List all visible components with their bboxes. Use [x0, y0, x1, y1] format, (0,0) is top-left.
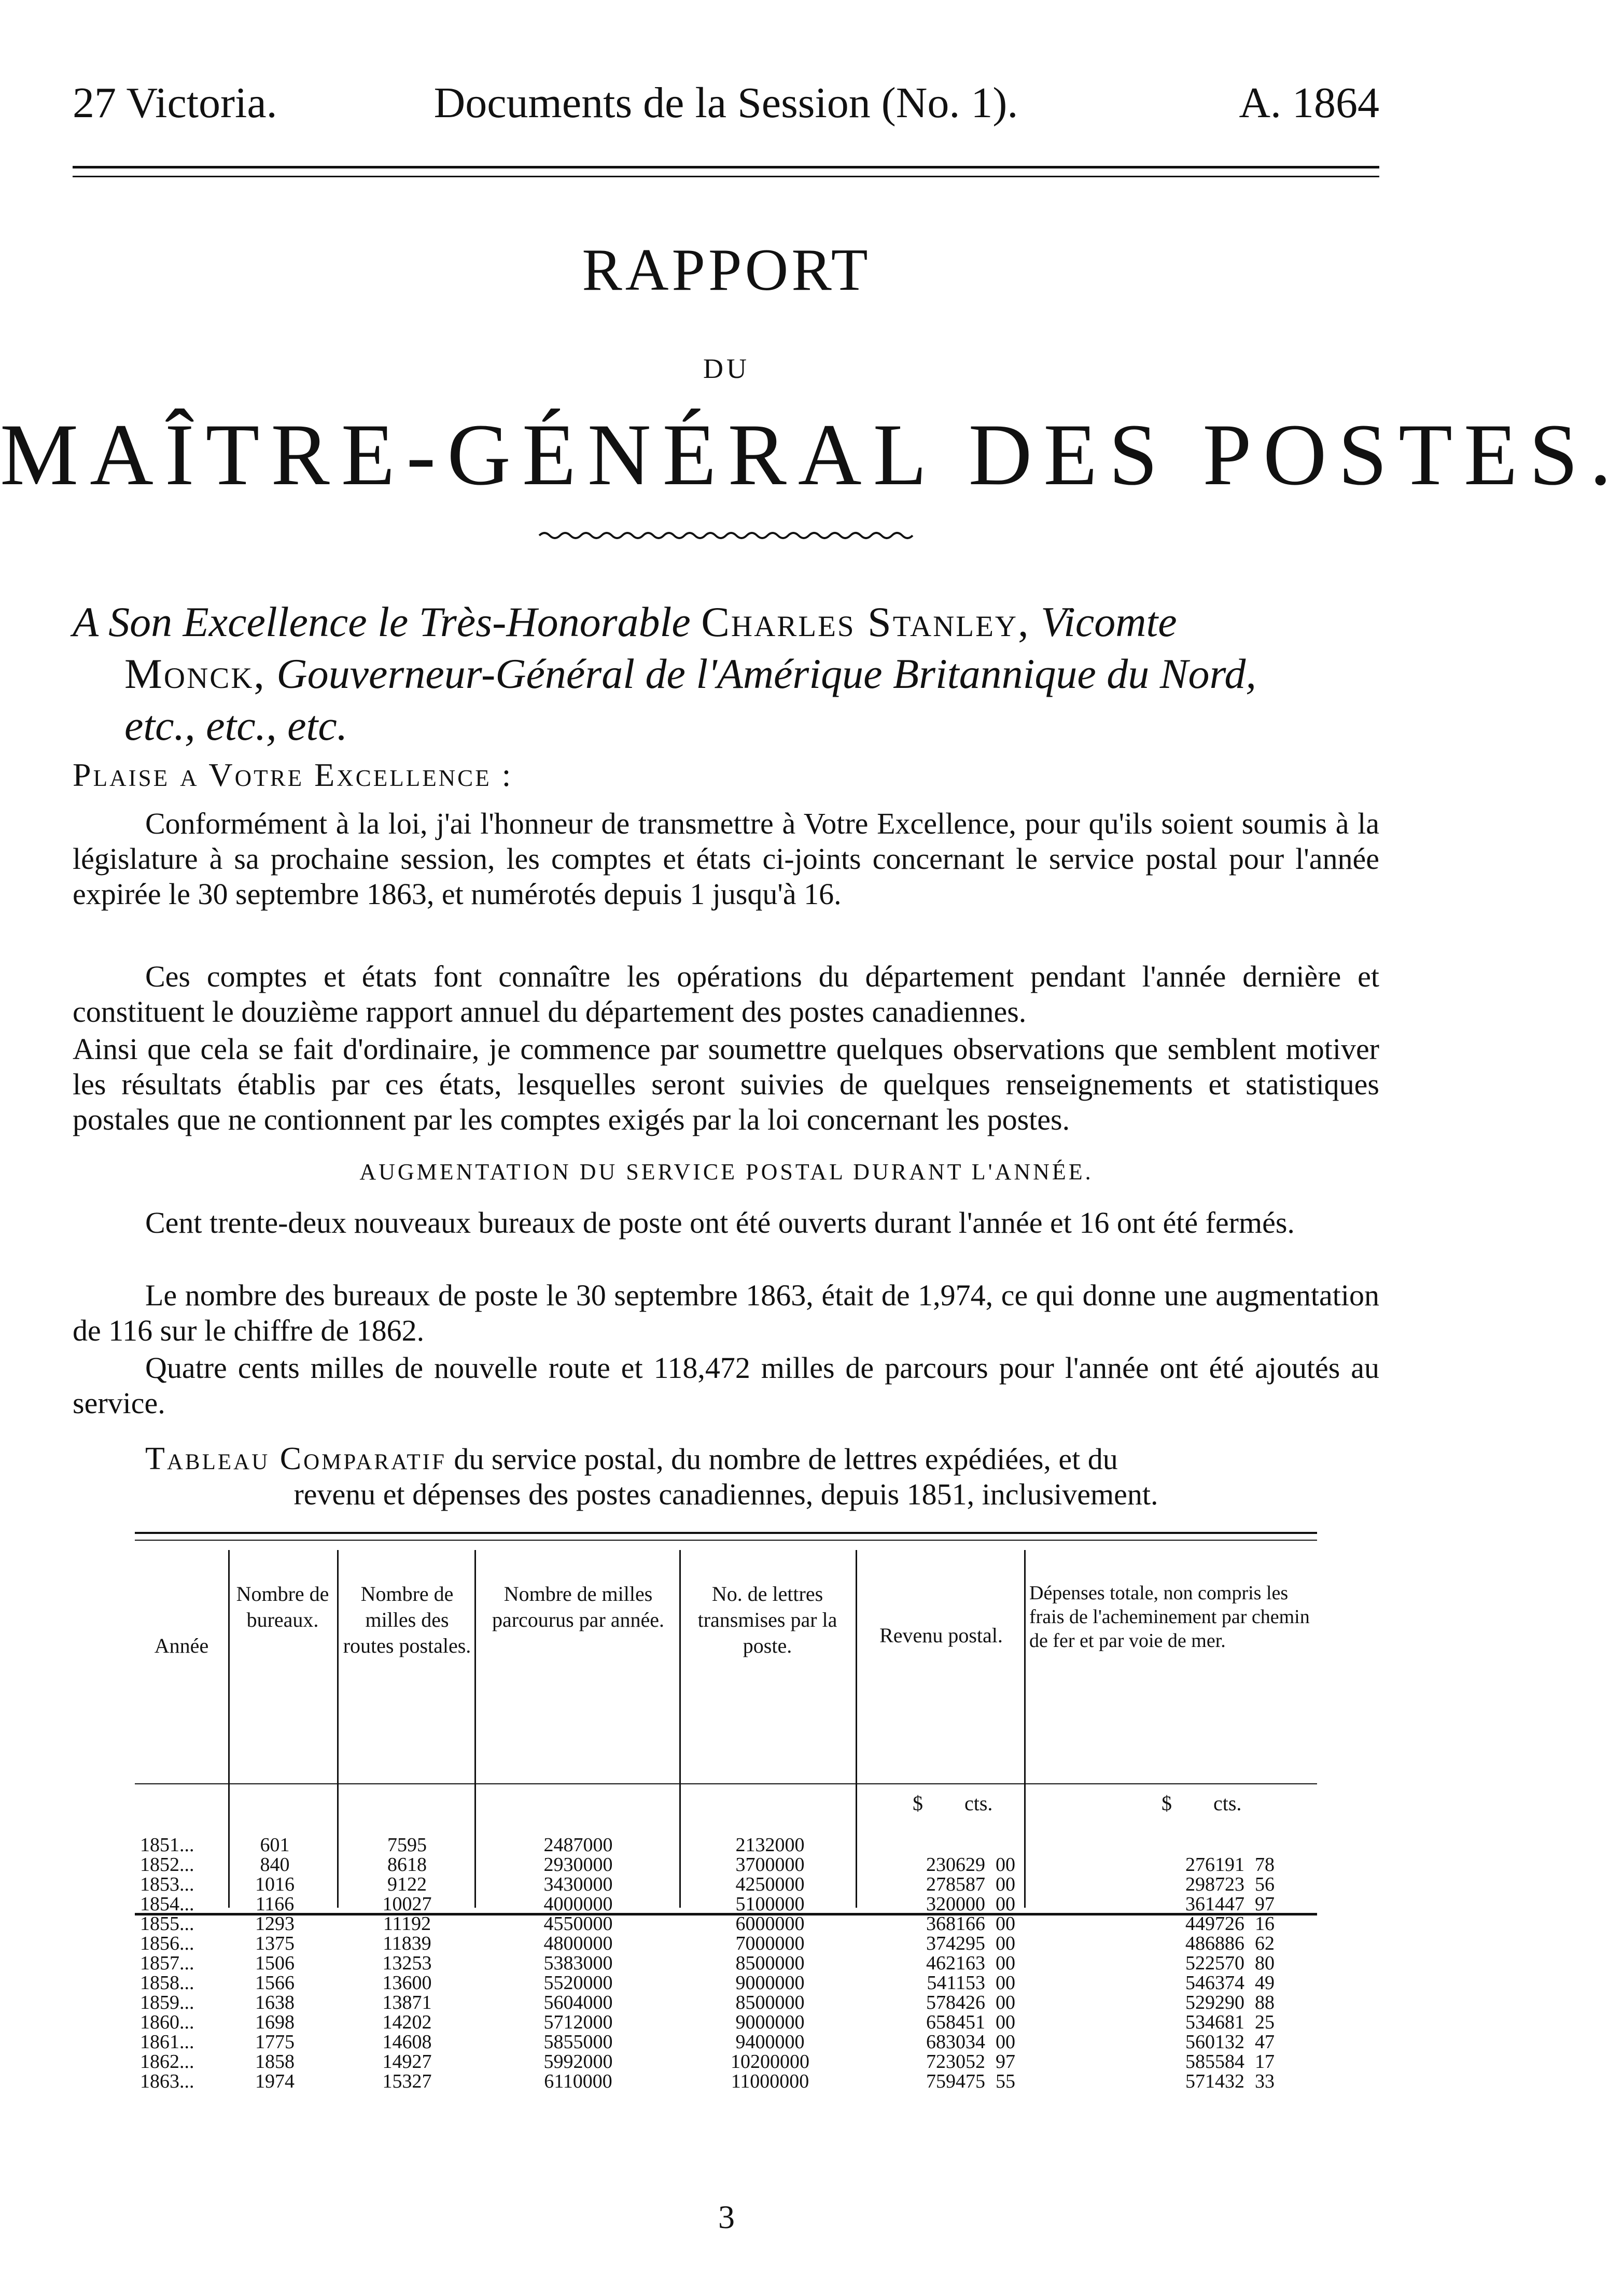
bureaux-cell: 1775: [255, 2031, 295, 2053]
milles-cell: 14608: [382, 2031, 432, 2053]
depenses-cents-cell: 33: [1255, 2070, 1275, 2092]
address-block: [73, 596, 1379, 752]
header-rule: [73, 166, 1379, 177]
column-divider-2: [337, 1550, 339, 1908]
bureaux-cell: 840: [260, 1854, 290, 1876]
revenu-cents-cell: 00: [996, 1913, 1015, 1935]
lettres-cell: 4250000: [735, 1874, 805, 1895]
depenses-cell: 546374: [1185, 1972, 1244, 1994]
unit-revenu-cents: cts.: [964, 1792, 993, 1815]
depenses-cents-cell: 49: [1255, 1972, 1275, 1994]
depenses-cell: 361447: [1185, 1893, 1244, 1915]
bureaux-cell: 1974: [255, 2070, 295, 2092]
milles-cell: 13600: [382, 1972, 432, 1994]
depenses-cents-cell: 97: [1255, 1893, 1275, 1915]
revenu-cents-cell: 00: [996, 1952, 1015, 1974]
paragraph-2: Ces comptes et états font connaître les opérations du département pendant l'année dernière et constituent le douzième rapport annuel du département des postes canadiennes.: [73, 960, 1379, 1029]
year-cell: 1852...: [140, 1854, 194, 1876]
parcours-cell: 4800000: [543, 1933, 613, 1954]
depenses-cell: 529290: [1185, 1992, 1244, 2013]
revenu-cell: 578426: [926, 1992, 985, 2013]
revenu-cell: 462163: [926, 1952, 985, 1974]
depenses-cents-cell: 17: [1255, 2051, 1275, 2073]
lettres-cell: 9000000: [735, 2011, 805, 2033]
revenu-cents-cell: 55: [996, 2070, 1015, 2092]
title-maitre-general: MAÎTRE-GÉNÉRAL DES POSTES.: [0, 406, 1623, 503]
milles-cell: 11192: [383, 1913, 431, 1935]
lettres-cell: 5100000: [735, 1893, 805, 1915]
revenu-cell: 759475: [926, 2070, 985, 2092]
running-head-right: A. 1864: [1239, 79, 1379, 127]
lettres-cell: 10200000: [731, 2051, 809, 2073]
year-cell: 1859...: [140, 1992, 194, 2013]
running-head-left: 27 Victoria.: [73, 79, 277, 127]
bureaux-cell: 601: [260, 1834, 290, 1856]
caption-line-2: revenu et dépenses des postes canadiennes, depuis 1851, inclusivement.: [293, 1477, 1158, 1511]
revenu-cents-cell: 00: [996, 1874, 1015, 1895]
column-divider-4: [679, 1550, 681, 1908]
header-depenses: Dépenses totale, non compris les frais de l'acheminement par chemin de fer et par voie de mer.: [1029, 1582, 1310, 1652]
depenses-cell: 486886: [1185, 1933, 1244, 1954]
depenses-cell: 571432: [1185, 2070, 1244, 2092]
depenses-cell: 534681: [1185, 2011, 1244, 2033]
depenses-cents-cell: 88: [1255, 1992, 1275, 2013]
table-top-rule: [135, 1532, 1317, 1534]
bureaux-cell: 1698: [255, 2011, 295, 2033]
parcours-cell: 5604000: [543, 1992, 613, 2013]
revenu-cents-cell: 00: [996, 1972, 1015, 1994]
address-name2: Monck,: [124, 650, 266, 697]
milles-cell: 13871: [382, 1992, 432, 2013]
parcours-cell: 4000000: [543, 1893, 613, 1915]
year-cell: 1851...: [140, 1834, 194, 1856]
bureaux-cell: 1638: [255, 1992, 295, 2013]
parcours-cell: 5855000: [543, 2031, 613, 2053]
milles-cell: 7595: [387, 1834, 427, 1856]
paragraph-3: Ainsi que cela se fait d'ordinaire, je commence par soumettre quelques observations que semblent motiver les résultats établis par ces états, lesquelles seront suivies de quelques renseignements et statistiques postales que ne contionnent par les comptes exigés par la loi concernant les postes.: [73, 1032, 1379, 1136]
year-cell: 1855...: [140, 1913, 194, 1935]
parcours-cell: 2487000: [543, 1834, 613, 1856]
revenu-cell: 723052: [926, 2051, 985, 2073]
running-head: [73, 78, 1379, 135]
lettres-cell: 9000000: [735, 1972, 805, 1994]
depenses-cell: 298723: [1185, 1874, 1244, 1895]
year-cell: 1858...: [140, 1972, 194, 1994]
lettres-cell: 11000000: [731, 2070, 809, 2092]
section-paragraph-3: Quatre cents milles de nouvelle route et 118,472 milles de parcours pour l'année ont été ajoutés au service.: [73, 1351, 1379, 1420]
bureaux-cell: 1166: [255, 1893, 295, 1915]
header-lettres: No. de lettres transmises par la poste.: [697, 1582, 837, 1657]
salutation: Plaise a Votre Excellence :: [73, 756, 513, 793]
header-milles-routes: Nombre de milles des routes postales.: [343, 1582, 471, 1657]
bureaux-cell: 1566: [255, 1972, 295, 1994]
revenu-cents-cell: 00: [996, 1893, 1015, 1915]
page-number: 3: [718, 2199, 735, 2235]
address-name: Charles Stanley,: [701, 598, 1030, 645]
milles-cell: 8618: [387, 1854, 427, 1876]
depenses-cents-cell: 25: [1255, 2011, 1275, 2033]
milles-cell: 15327: [382, 2070, 432, 2092]
address-prefix: A Son Excellence le Très-Honorable: [73, 598, 691, 645]
address-line-2: [73, 648, 1379, 700]
column-divider-6: [1024, 1550, 1026, 1908]
depenses-cell: 449726: [1185, 1913, 1244, 1935]
bureaux-cell: 1016: [255, 1874, 295, 1895]
address-title: Vicomte: [1041, 598, 1177, 645]
milles-cell: 9122: [387, 1874, 427, 1895]
depenses-cell: 585584: [1185, 2051, 1244, 2073]
header-revenu: Revenu postal.: [879, 1624, 1003, 1647]
milles-cell: 14202: [382, 2011, 432, 2033]
depenses-cents-cell: 80: [1255, 1952, 1275, 1974]
revenu-cents-cell: 00: [996, 2011, 1015, 2033]
section-heading: AUGMENTATION DU SERVICE POSTAL DURANT L'ANNÉE.: [359, 1159, 1094, 1185]
table-caption: [73, 1441, 1379, 1512]
depenses-cents-cell: 47: [1255, 2031, 1275, 2053]
revenu-cell: 278587: [926, 1874, 985, 1895]
revenu-cents-cell: 97: [996, 2051, 1015, 2073]
depenses-cents-cell: 16: [1255, 1913, 1275, 1935]
parcours-cell: 6110000: [544, 2070, 612, 2092]
table-top-rule-2: [135, 1540, 1317, 1541]
revenu-cell: 374295: [926, 1933, 985, 1954]
section-paragraph-2: Le nombre des bureaux de poste le 30 septembre 1863, était de 1,974, ce qui donne une augmentation de 116 sur le chiffre de 1862.: [73, 1278, 1379, 1347]
wavy-ornament: [539, 528, 913, 543]
revenu-cell: 658451: [926, 2011, 985, 2033]
bureaux-cell: 1375: [255, 1933, 295, 1954]
parcours-cell: 5992000: [543, 2051, 613, 2073]
header-annee: Année: [154, 1634, 209, 1657]
lettres-cell: 6000000: [735, 1913, 805, 1935]
year-cell: 1853...: [140, 1874, 194, 1895]
milles-cell: 11839: [383, 1933, 431, 1954]
caption-line-1: du service postal, du nombre de lettres expédiées, et du: [446, 1442, 1118, 1476]
revenu-cents-cell: 00: [996, 1992, 1015, 2013]
revenu-cell: 541153: [927, 1972, 985, 1994]
bureaux-cell: 1506: [255, 1952, 295, 1974]
milles-cell: 14927: [382, 2051, 432, 2073]
address-rest: Gouverneur-Général de l'Amérique Britannique du Nord,: [276, 650, 1256, 697]
parcours-cell: 5383000: [543, 1952, 613, 1974]
year-cell: 1856...: [140, 1933, 194, 1954]
lettres-cell: 3700000: [735, 1854, 805, 1876]
revenu-cell: 368166: [926, 1913, 985, 1935]
depenses-cell: 560132: [1185, 2031, 1244, 2053]
bureaux-cell: 1293: [255, 1913, 295, 1935]
revenu-cell: 683034: [926, 2031, 985, 2053]
depenses-cents-cell: 78: [1255, 1854, 1275, 1876]
year-cell: 1854...: [140, 1893, 194, 1915]
unit-depenses-dollars: $: [1162, 1792, 1172, 1815]
lettres-cell: 9400000: [735, 2031, 805, 2053]
depenses-cell: 276191: [1185, 1854, 1244, 1876]
depenses-cents-cell: 56: [1255, 1874, 1275, 1895]
table-header-rule: [135, 1783, 1317, 1784]
unit-revenu-dollars: $: [913, 1792, 923, 1815]
parcours-cell: 2930000: [543, 1854, 613, 1876]
year-cell: 1861...: [140, 2031, 194, 2053]
title-du: DU: [703, 353, 750, 384]
year-cell: 1857...: [140, 1952, 194, 1974]
lettres-cell: 2132000: [735, 1834, 805, 1856]
unit-depenses-cents: cts.: [1213, 1792, 1242, 1815]
section-paragraph-1: Cent trente-deux nouveaux bureaux de poste ont été ouverts durant l'année et 16 ont été fermés.: [145, 1206, 1295, 1239]
parcours-cell: 4550000: [543, 1913, 613, 1935]
bureaux-cell: 1858: [255, 2051, 295, 2073]
parcours-cell: 3430000: [543, 1874, 613, 1895]
lettres-cell: 8500000: [735, 1952, 805, 1974]
title-rapport: RAPPORT: [582, 237, 871, 303]
paragraph-1: Conformément à la loi, j'ai l'honneur de transmettre à Votre Excellence, pour qu'ils soient soumis à la législature à sa prochaine session, les comptes et états ci-joints concernant le service postal pour l'année expirée le 30 septembre 1863, et numérotés depuis 1 jusqu'à 16.: [73, 807, 1379, 911]
year-cell: 1863...: [140, 2070, 194, 2092]
milles-cell: 10027: [382, 1893, 432, 1915]
year-cell: 1860...: [140, 2011, 194, 2033]
header-bureaux: Nombre de bureaux.: [236, 1582, 329, 1631]
revenu-cell: 230629: [926, 1854, 985, 1876]
lettres-cell: 7000000: [735, 1933, 805, 1954]
year-cell: 1862...: [140, 2051, 194, 2073]
revenu-cents-cell: 00: [996, 1854, 1015, 1876]
column-divider-3: [474, 1550, 476, 1908]
parcours-cell: 5520000: [543, 1972, 613, 1994]
revenu-cell: 320000: [926, 1893, 985, 1915]
running-head-center: Documents de la Session (No. 1).: [433, 79, 1018, 127]
revenu-cents-cell: 00: [996, 2031, 1015, 2053]
lettres-cell: 8500000: [735, 1992, 805, 2013]
depenses-cell: 522570: [1185, 1952, 1244, 1974]
revenu-cents-cell: 00: [996, 1933, 1015, 1954]
caption-lead: Tableau Comparatif: [145, 1441, 446, 1476]
header-milles-parcours: Nombre de milles parcourus par année.: [492, 1582, 665, 1631]
parcours-cell: 5712000: [543, 2011, 613, 2033]
milles-cell: 13253: [382, 1952, 432, 1974]
address-etc: etc., etc., etc.: [124, 702, 348, 749]
depenses-cents-cell: 62: [1255, 1933, 1275, 1954]
